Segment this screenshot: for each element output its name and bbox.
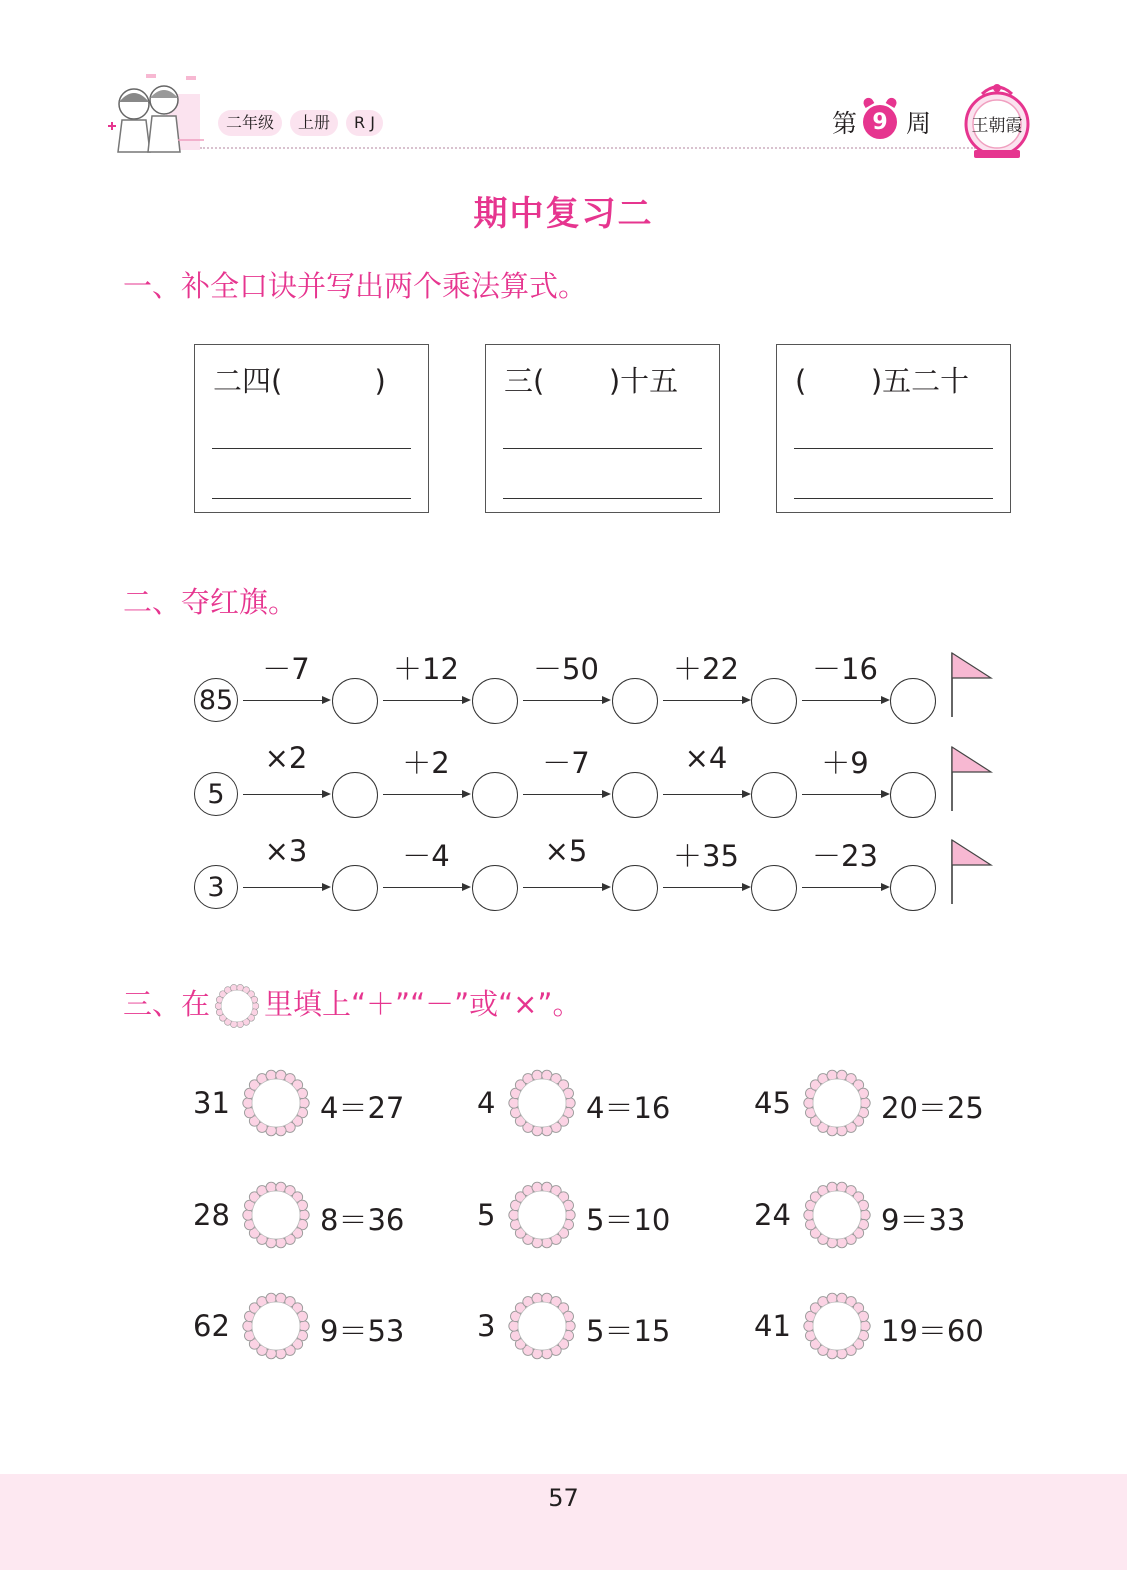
page-number: 57: [548, 1484, 579, 1512]
answer-circle[interactable]: [332, 865, 378, 911]
arrow-icon: [243, 887, 329, 888]
svg-text:王朝霞: 王朝霞: [971, 116, 1023, 136]
equation-left-operand: 45: [754, 1086, 791, 1120]
operator-equation: [477, 1180, 737, 1250]
equation-left-operand: 24: [754, 1198, 791, 1232]
answer-circle[interactable]: [612, 678, 658, 724]
section1-heading: 一、补全口诀并写出两个乘法算式。: [123, 269, 588, 303]
flower-ring-icon: [214, 983, 260, 1029]
answer-circle[interactable]: [332, 678, 378, 724]
arrow-icon: [523, 794, 609, 795]
multiplication-rhyme-box: [194, 344, 429, 513]
answer-circle[interactable]: [890, 772, 936, 818]
answer-line[interactable]: [503, 498, 702, 499]
rhyme-prompt: ( )五二十: [795, 364, 970, 398]
arrow-icon: [663, 887, 749, 888]
week-suffix: 周: [906, 109, 932, 138]
operation-label: －7: [542, 746, 590, 780]
arrow-icon: [243, 700, 329, 701]
operator-blank-ring[interactable]: [802, 1291, 872, 1361]
operation-label: －4: [402, 839, 450, 873]
edition-badge: R J: [346, 110, 383, 136]
answer-circle[interactable]: [751, 678, 797, 724]
answer-circle[interactable]: [332, 772, 378, 818]
red-flag-icon: [950, 745, 994, 813]
week-indicator: [832, 102, 931, 142]
operator-blank-ring[interactable]: [241, 1068, 311, 1138]
answer-line[interactable]: [212, 498, 411, 499]
answer-circle[interactable]: [472, 865, 518, 911]
week-prefix: 第: [832, 109, 858, 138]
equation-left-operand: 4: [477, 1086, 496, 1120]
equation-right-side: 4＝27: [320, 1091, 405, 1125]
equation-right-side: 5＝15: [586, 1314, 671, 1348]
answer-circle[interactable]: [751, 772, 797, 818]
equation-right-side: 4＝16: [586, 1091, 671, 1125]
arrow-icon: [383, 887, 469, 888]
operation-label: ×4: [684, 741, 728, 775]
operator-blank-ring[interactable]: [241, 1291, 311, 1361]
equation-left-operand: 31: [193, 1086, 230, 1120]
arrow-icon: [802, 700, 888, 701]
arrow-icon: [523, 887, 609, 888]
arrow-icon: [383, 794, 469, 795]
answer-circle[interactable]: [472, 772, 518, 818]
red-flag-icon: [950, 651, 994, 719]
operation-label: －23: [812, 839, 878, 873]
operation-label: ×3: [264, 834, 308, 868]
operator-equation: [193, 1068, 453, 1138]
equation-left-operand: 28: [193, 1198, 230, 1232]
arrow-icon: [523, 700, 609, 701]
answer-circle[interactable]: [472, 678, 518, 724]
header-divider: [200, 147, 976, 149]
section3-heading-before: 三、在: [123, 987, 211, 1021]
equation-right-side: 5＝10: [586, 1203, 671, 1237]
operation-label: －7: [262, 652, 310, 686]
operator-blank-ring[interactable]: [802, 1068, 872, 1138]
page-title: 期中复习二: [473, 194, 654, 234]
operator-equation: [193, 1291, 453, 1361]
operation-label: ＋22: [673, 652, 739, 686]
operation-label: ＋9: [821, 746, 869, 780]
start-number: 85: [194, 678, 238, 722]
equation-left-operand: 41: [754, 1309, 791, 1343]
arrow-icon: [802, 887, 888, 888]
children-illustration: [108, 70, 208, 158]
equation-left-operand: 5: [477, 1198, 496, 1232]
operator-blank-ring[interactable]: [507, 1068, 577, 1138]
week-number: 9: [863, 105, 897, 139]
operation-label: ×2: [264, 741, 308, 775]
arrow-icon: [802, 794, 888, 795]
answer-line[interactable]: [503, 448, 702, 449]
operator-equation: [477, 1291, 737, 1361]
multiplication-rhyme-box: [776, 344, 1011, 513]
operation-label: ＋12: [393, 652, 459, 686]
answer-line[interactable]: [794, 498, 993, 499]
operator-blank-ring[interactable]: [802, 1180, 872, 1250]
equation-right-side: 20＝25: [881, 1091, 984, 1125]
section2-heading: 二、夺红旗。: [123, 585, 298, 619]
operator-equation: [477, 1068, 737, 1138]
answer-circle[interactable]: [751, 865, 797, 911]
equation-right-side: 9＝33: [881, 1203, 966, 1237]
operator-equation: [754, 1180, 1014, 1250]
operation-label: ＋35: [673, 839, 739, 873]
equation-left-operand: 3: [477, 1309, 496, 1343]
operation-label: ＋2: [402, 746, 450, 780]
arrow-icon: [383, 700, 469, 701]
red-flag-icon: [950, 838, 994, 906]
author-seal-logo: [960, 78, 1034, 162]
section3-heading-after: 里填上“＋”“－”或“×”。: [264, 987, 582, 1021]
operator-blank-ring[interactable]: [241, 1180, 311, 1250]
rhyme-prompt: 三( )十五: [504, 364, 679, 398]
multiplication-rhyme-box: [485, 344, 720, 513]
operation-label: －16: [812, 652, 878, 686]
equation-right-side: 8＝36: [320, 1203, 405, 1237]
book-info: [218, 110, 383, 136]
start-number: 3: [194, 865, 238, 909]
equation-right-side: 19＝60: [881, 1314, 984, 1348]
rhyme-prompt: 二四( ): [213, 364, 386, 398]
operator-equation: [193, 1180, 453, 1250]
operation-label: ×5: [544, 834, 588, 868]
grade-badge: 二年级: [218, 110, 282, 136]
section3-heading: [123, 982, 581, 1029]
operator-equation: [754, 1068, 1014, 1138]
answer-circle[interactable]: [890, 678, 936, 724]
answer-line[interactable]: [212, 448, 411, 449]
operator-blank-ring[interactable]: [507, 1291, 577, 1361]
arrow-icon: [663, 794, 749, 795]
answer-circle[interactable]: [890, 865, 936, 911]
equation-left-operand: 62: [193, 1309, 230, 1343]
arrow-icon: [663, 700, 749, 701]
answer-circle[interactable]: [612, 865, 658, 911]
operator-blank-ring[interactable]: [507, 1180, 577, 1250]
answer-circle[interactable]: [612, 772, 658, 818]
equation-right-side: 9＝53: [320, 1314, 405, 1348]
arrow-icon: [243, 794, 329, 795]
start-number: 5: [194, 772, 238, 816]
volume-badge: 上册: [290, 110, 338, 136]
operation-label: －50: [533, 652, 599, 686]
answer-line[interactable]: [794, 448, 993, 449]
operator-equation: [754, 1291, 1014, 1361]
